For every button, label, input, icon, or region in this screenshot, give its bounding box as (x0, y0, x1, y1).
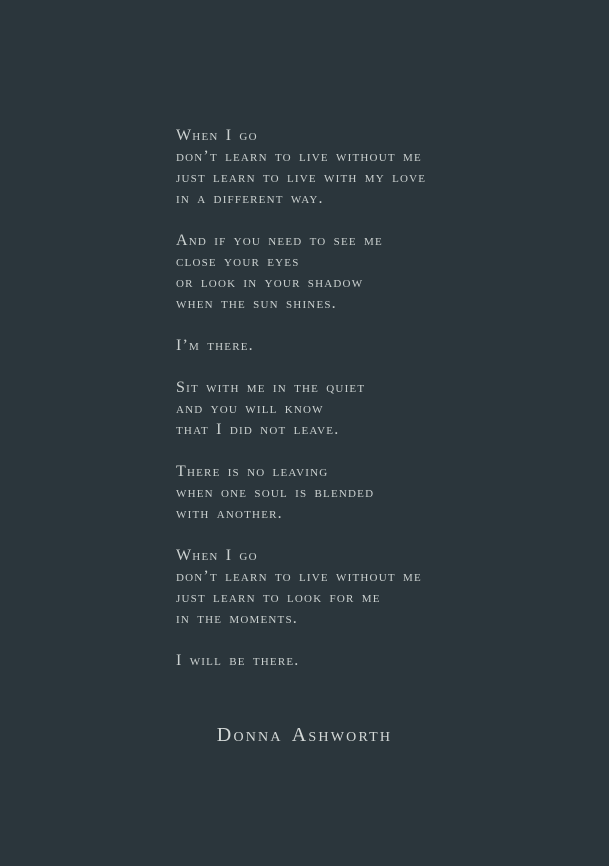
poem-line: I’m there. (176, 337, 254, 354)
poem-line: When I go (176, 547, 258, 564)
poem-line: in the moments. (176, 610, 298, 627)
poem-line: or look in your shadow (176, 274, 364, 291)
poem-text-block (176, 125, 426, 671)
poem-stanza (176, 377, 426, 440)
poem-stanza (176, 461, 426, 524)
poem-line: when one soul is blended (176, 484, 375, 501)
poem-line: that I did not leave. (176, 421, 340, 438)
poem-line: just learn to look for me (176, 589, 381, 606)
poem-line: And if you need to see me (176, 232, 383, 249)
poem-stanza (176, 335, 426, 356)
poem-stanza (176, 545, 426, 629)
poem-line: just learn to live with my love (176, 169, 427, 186)
poem-line: I will be there. (176, 652, 300, 669)
poem-line: close your eyes (176, 253, 300, 270)
poem-stanza (176, 650, 426, 671)
poem-line: don’t learn to live without me (176, 568, 422, 585)
poem-line: when the sun shines. (176, 295, 337, 312)
poem-line: There is no leaving (176, 463, 329, 480)
poem-stanza (176, 230, 426, 314)
poem-line: in a different way. (176, 190, 324, 207)
poem-line: When I go (176, 127, 258, 144)
poem-stanza (176, 125, 426, 209)
author-name: Donna Ashworth (216, 724, 393, 746)
poem-line: Sit with me in the quiet (176, 379, 366, 396)
poem-line: don’t learn to live without me (176, 148, 422, 165)
poem-line: and you will know (176, 400, 324, 417)
poem-line: with another. (176, 505, 283, 522)
